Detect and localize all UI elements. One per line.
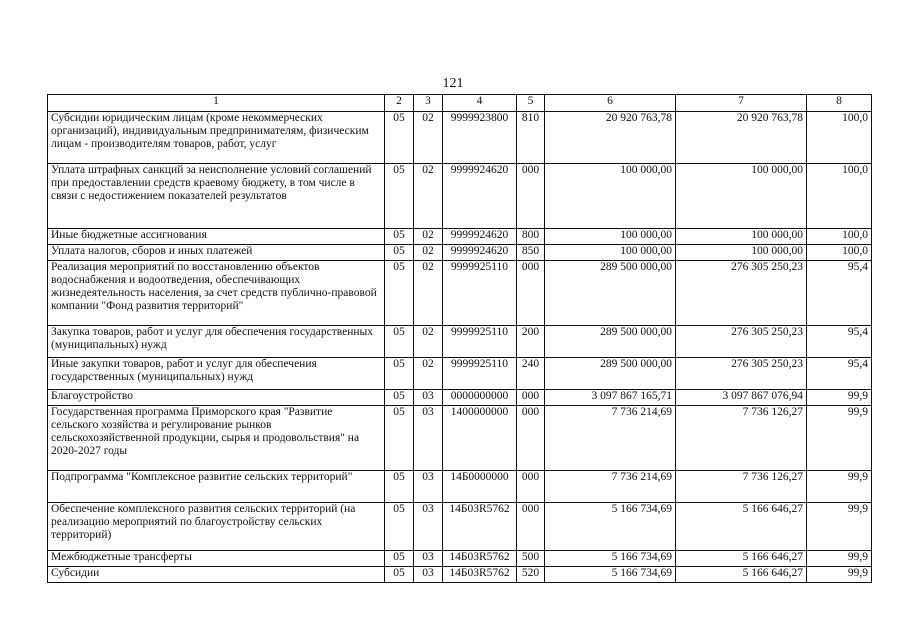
- table-row: [48, 112, 872, 164]
- executed-amount-cell: 7 736 126,27: [676, 471, 807, 503]
- executed-amount-cell: 5 166 646,27: [676, 567, 807, 583]
- section-code-cell: 05: [385, 358, 414, 390]
- target-code-cell: 9999924620: [443, 164, 517, 229]
- expense-type-cell: 000: [517, 164, 545, 229]
- subsection-code-cell: 03: [414, 471, 443, 503]
- percent-cell: 100,0: [807, 229, 872, 245]
- percent-cell: 99,9: [807, 406, 872, 471]
- item-name-cell: Уплата штрафных санкций за неисполнение условий соглашений при предоставлении средств краевому бюджету, в том числе в связи с недостижением показателей результатов: [48, 164, 385, 229]
- table-row: [48, 358, 872, 390]
- section-code-cell: 05: [385, 503, 414, 551]
- header-row: [48, 95, 872, 112]
- subsection-code-cell: 02: [414, 112, 443, 164]
- executed-amount-cell: 5 166 646,27: [676, 551, 807, 567]
- section-code-cell: 05: [385, 326, 414, 358]
- executed-amount-cell: 100 000,00: [676, 245, 807, 261]
- section-code-cell: 05: [385, 112, 414, 164]
- executed-amount-cell: 20 920 763,78: [676, 112, 807, 164]
- item-name-cell: Подпрограмма "Комплексное развитие сельских территорий": [48, 471, 385, 503]
- table-row: [48, 261, 872, 326]
- item-name-cell: Реализация мероприятий по восстановлению объектов водоснабжения и водоотведения, обеспечивающих жизнедеятельность населения, за счет средств публично-правовой компании "Фонд развития территорий": [48, 261, 385, 326]
- subsection-code-cell: 03: [414, 551, 443, 567]
- percent-cell: 95,4: [807, 358, 872, 390]
- target-code-cell: 14Б03R5762: [443, 503, 517, 551]
- table-row: [48, 471, 872, 503]
- header-cell: 7: [676, 95, 807, 112]
- subsection-code-cell: 03: [414, 390, 443, 406]
- target-code-cell: 9999925110: [443, 358, 517, 390]
- percent-cell: 100,0: [807, 112, 872, 164]
- executed-amount-cell: 276 305 250,23: [676, 261, 807, 326]
- planned-amount-cell: 5 166 734,69: [545, 503, 676, 551]
- table-row: [48, 245, 872, 261]
- expense-type-cell: 000: [517, 503, 545, 551]
- percent-cell: 99,9: [807, 567, 872, 583]
- planned-amount-cell: 100 000,00: [545, 229, 676, 245]
- executed-amount-cell: 276 305 250,23: [676, 358, 807, 390]
- item-name-cell: Уплата налогов, сборов и иных платежей: [48, 245, 385, 261]
- expense-type-cell: 000: [517, 471, 545, 503]
- subsection-code-cell: 02: [414, 229, 443, 245]
- planned-amount-cell: 5 166 734,69: [545, 551, 676, 567]
- expense-type-cell: 200: [517, 326, 545, 358]
- item-name-cell: Иные бюджетные ассигнования: [48, 229, 385, 245]
- target-code-cell: 14Б03R5762: [443, 567, 517, 583]
- subsection-code-cell: 02: [414, 164, 443, 229]
- section-code-cell: 05: [385, 567, 414, 583]
- header-cell: 8: [807, 95, 872, 112]
- percent-cell: 99,9: [807, 471, 872, 503]
- target-code-cell: 14Б0000000: [443, 471, 517, 503]
- planned-amount-cell: 289 500 000,00: [545, 358, 676, 390]
- item-name-cell: Субсидии: [48, 567, 385, 583]
- executed-amount-cell: 5 166 646,27: [676, 503, 807, 551]
- section-code-cell: 05: [385, 390, 414, 406]
- planned-amount-cell: 7 736 214,69: [545, 471, 676, 503]
- item-name-cell: Закупка товаров, работ и услуг для обеспечения государственных (муниципальных) нужд: [48, 326, 385, 358]
- header-cell: 6: [545, 95, 676, 112]
- planned-amount-cell: 5 166 734,69: [545, 567, 676, 583]
- table-row: [48, 164, 872, 229]
- section-code-cell: 05: [385, 245, 414, 261]
- subsection-code-cell: 02: [414, 326, 443, 358]
- subsection-code-cell: 03: [414, 406, 443, 471]
- percent-cell: 95,4: [807, 326, 872, 358]
- expense-type-cell: 000: [517, 406, 545, 471]
- budget-table: [47, 94, 872, 583]
- planned-amount-cell: 3 097 867 165,71: [545, 390, 676, 406]
- header-cell: 5: [517, 95, 545, 112]
- table-row: [48, 406, 872, 471]
- percent-cell: 100,0: [807, 245, 872, 261]
- target-code-cell: 9999924620: [443, 245, 517, 261]
- target-code-cell: 0000000000: [443, 390, 517, 406]
- executed-amount-cell: 100 000,00: [676, 164, 807, 229]
- header-cell: 2: [385, 95, 414, 112]
- target-code-cell: 9999925110: [443, 261, 517, 326]
- table-row: [48, 503, 872, 551]
- subsection-code-cell: 02: [414, 358, 443, 390]
- expense-type-cell: 800: [517, 229, 545, 245]
- subsection-code-cell: 02: [414, 245, 443, 261]
- table-row: [48, 390, 872, 406]
- subsection-code-cell: 03: [414, 503, 443, 551]
- section-code-cell: 05: [385, 261, 414, 326]
- table-row: [48, 551, 872, 567]
- percent-cell: 100,0: [807, 164, 872, 229]
- planned-amount-cell: 7 736 214,69: [545, 406, 676, 471]
- executed-amount-cell: 276 305 250,23: [676, 326, 807, 358]
- section-code-cell: 05: [385, 471, 414, 503]
- header-cell: 1: [48, 95, 385, 112]
- target-code-cell: 9999924620: [443, 229, 517, 245]
- item-name-cell: Иные закупки товаров, работ и услуг для обеспечения государственных (муниципальных) нужд: [48, 358, 385, 390]
- item-name-cell: Благоустройство: [48, 390, 385, 406]
- target-code-cell: 1400000000: [443, 406, 517, 471]
- section-code-cell: 05: [385, 406, 414, 471]
- expense-type-cell: 000: [517, 261, 545, 326]
- table-row: [48, 229, 872, 245]
- item-name-cell: Субсидии юридическим лицам (кроме некоммерческих организаций), индивидуальным предпринимателям, физическим лицам - производителям товаров, работ, услуг: [48, 112, 385, 164]
- expense-type-cell: 850: [517, 245, 545, 261]
- section-code-cell: 05: [385, 551, 414, 567]
- item-name-cell: Межбюджетные трансферты: [48, 551, 385, 567]
- planned-amount-cell: 289 500 000,00: [545, 261, 676, 326]
- subsection-code-cell: 02: [414, 261, 443, 326]
- subsection-code-cell: 03: [414, 567, 443, 583]
- expense-type-cell: 810: [517, 112, 545, 164]
- percent-cell: 99,9: [807, 390, 872, 406]
- expense-type-cell: 520: [517, 567, 545, 583]
- planned-amount-cell: 289 500 000,00: [545, 326, 676, 358]
- page-number: 121: [442, 76, 464, 91]
- header-cell: 4: [443, 95, 517, 112]
- executed-amount-cell: 100 000,00: [676, 229, 807, 245]
- expense-type-cell: 000: [517, 390, 545, 406]
- target-code-cell: 9999925110: [443, 326, 517, 358]
- expense-type-cell: 240: [517, 358, 545, 390]
- table-row: [48, 326, 872, 358]
- expense-type-cell: 500: [517, 551, 545, 567]
- percent-cell: 99,9: [807, 503, 872, 551]
- planned-amount-cell: 100 000,00: [545, 164, 676, 229]
- section-code-cell: 05: [385, 229, 414, 245]
- target-code-cell: 9999923800: [443, 112, 517, 164]
- section-code-cell: 05: [385, 164, 414, 229]
- item-name-cell: Обеспечение комплексного развития сельских территорий (на реализацию мероприятий по благоустройству сельских территорий): [48, 503, 385, 551]
- planned-amount-cell: 20 920 763,78: [545, 112, 676, 164]
- percent-cell: 99,9: [807, 551, 872, 567]
- executed-amount-cell: 7 736 126,27: [676, 406, 807, 471]
- header-cell: 3: [414, 95, 443, 112]
- target-code-cell: 14Б03R5762: [443, 551, 517, 567]
- planned-amount-cell: 100 000,00: [545, 245, 676, 261]
- table-row: [48, 567, 872, 583]
- executed-amount-cell: 3 097 867 076,94: [676, 390, 807, 406]
- percent-cell: 95,4: [807, 261, 872, 326]
- item-name-cell: Государственная программа Приморского края "Развитие сельского хозяйства и регулирование рынков сельскохозяйственной продукции, сырья и продовольствия" на 2020-2027 годы: [48, 406, 385, 471]
